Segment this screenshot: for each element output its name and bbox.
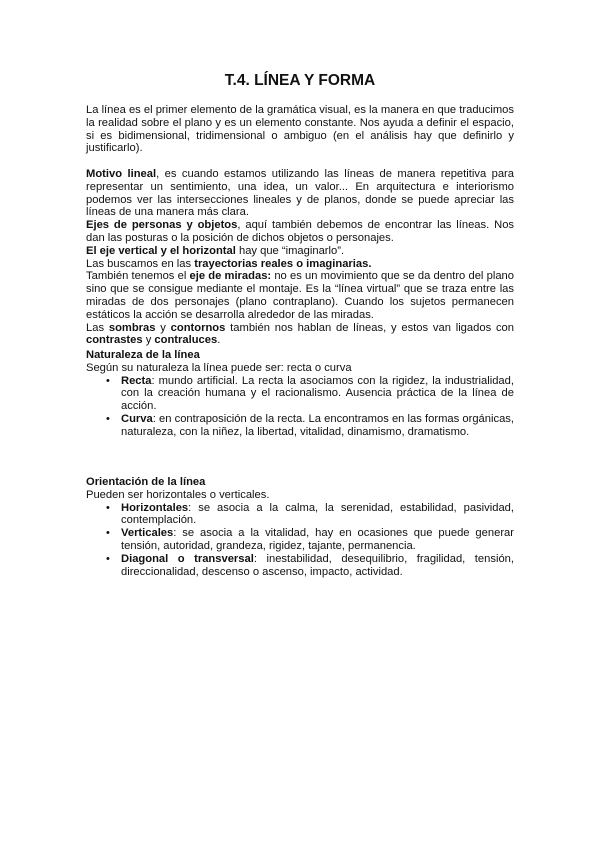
- naturaleza-section: [86, 349, 514, 439]
- bullet-icon: •: [106, 527, 110, 540]
- naturaleza-intro: Según su naturaleza la línea puede ser: recta o curva: [86, 361, 352, 374]
- list-item: • Recta: mundo artificial. La recta la asociamos con la rigidez, la industrialidad, con la creación humana y el racionalismo. Ausencia práctica de la línea de acción.: [106, 374, 514, 413]
- list-item: • Verticales: se asocia a la vitalidad, hay en ocasiones que puede generar tensión, autoridad, grandeza, rigidez, tajante, permanencia.: [106, 527, 514, 552]
- motivo-lineal-paragraph: Motivo lineal, es cuando estamos utilizando las líneas de manera repetitiva para representar un sentimiento, una idea, un valor... En arquitectura e interiorismo podemos ver las intersecciones lineales y de planos, donde se puede apreciar las líneas de una manera más clara.: [86, 167, 514, 219]
- body-text: [86, 104, 514, 347]
- eje-vertical-paragraph: El eje vertical y el horizontal hay que “imaginarlo”.: [86, 244, 345, 257]
- ejes-term: Ejes de personas y objetos: [86, 219, 238, 232]
- list-item: • Diagonal o transversal: inestabilidad, desequilibrio, fragilidad, tensión, direccionalidad, descenso o ascenso, impacto, actividad.: [106, 552, 514, 578]
- trayectorias-paragraph: Las buscamos en las trayectorias reales o imaginarias.: [86, 257, 372, 270]
- list-item: • Curva: en contraposición de la recta. La encontramos en las formas orgánicas, naturaleza, con la niñez, la libertad, vitalidad, dinamismo, dramatismo.: [106, 412, 514, 438]
- eje-vertical-term: El eje vertical y el horizontal: [86, 244, 236, 257]
- naturaleza-heading: Naturaleza de la línea: [86, 349, 200, 361]
- sombras-paragraph: Las sombras y contornos también nos hablan de líneas, y estos van ligados con contrastes y contraluces.: [86, 321, 514, 347]
- ejes-paragraph: Ejes de personas y objetos, aquí también debemos de encontrar las líneas. Nos dan las posturas o la posición de dichos objetos o personajes.: [86, 219, 515, 244]
- intro-paragraph: La línea es el primer elemento de la gramática visual, es la manera en que traducimos la realidad sobre el plano y es un elemento constante. Nos ayuda a definir el espacio, si es bidimensional, tridimensional o ambiguo (en el análisis hay que definirlo y justificarlo).: [86, 104, 514, 155]
- orientacion-section: [86, 476, 514, 578]
- bullet-icon: •: [106, 501, 110, 514]
- naturaleza-list: [86, 375, 514, 439]
- page-title: T.4. LÍNEA Y FORMA: [224, 72, 376, 89]
- trayectorias-term: trayectorias reales o imaginarias.: [194, 257, 372, 270]
- orientacion-heading: Orientación de la línea: [86, 476, 206, 488]
- orientacion-intro: Pueden ser horizontales o verticales.: [86, 488, 270, 501]
- miradas-paragraph: También tenemos el eje de miradas: no es un movimiento que se da dentro del plano sino que se consigue mediante el montaje. Es la “línea virtual” que se traza entre las miradas de dos personajes (plano contraplano). Cuando los sujetos permanecen estáticos la acción se desarrolla alrededor de las miradas.: [86, 270, 514, 321]
- motivo-lineal-term: Motivo lineal: [86, 167, 157, 180]
- miradas-term: eje de miradas:: [189, 270, 272, 283]
- list-item: • Horizontales: se asocia a la calma, la serenidad, estabilidad, pasividad, contemplación.: [106, 501, 514, 527]
- bullet-icon: •: [106, 552, 110, 565]
- bullet-icon: •: [106, 374, 110, 387]
- orientacion-list: [86, 502, 514, 579]
- bullet-icon: •: [106, 412, 110, 425]
